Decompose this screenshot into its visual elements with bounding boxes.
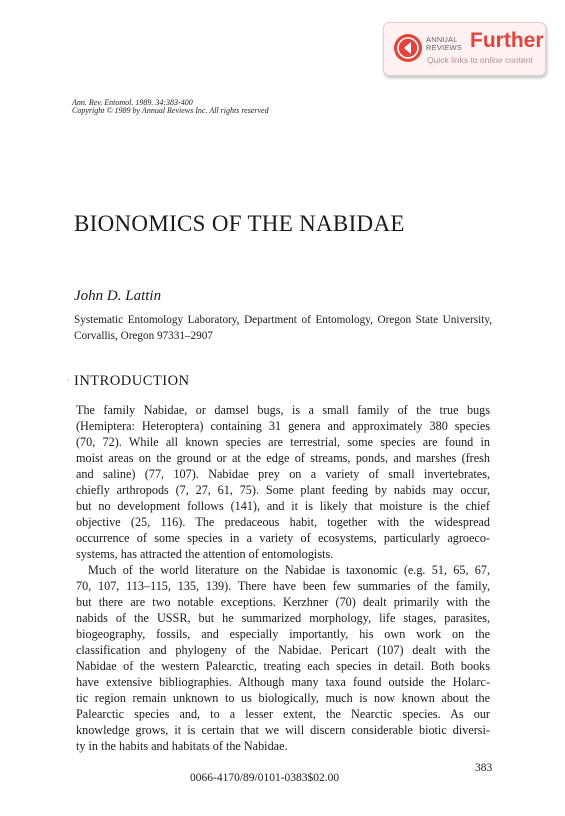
author-affiliation: Systematic Entomology Laboratory, Department of Entomology, Oregon State University, Corvallis, Oregon 97331–2907: [74, 314, 492, 342]
body-line: Palearctic species and, to a lesser extent, the Nearctic species. As our: [76, 707, 490, 721]
body-line: 70, 107, 113–115, 135, 139). There have been few summaries of the family,: [76, 579, 490, 593]
body-line: have extensive bibliographies. Although many taxa found outside the Holarc-: [76, 675, 490, 689]
body-line: but no development follows (141), and it is likely that moisture is the chief: [76, 499, 490, 513]
body-line: ty in the habits and habitats of the Nabidae.: [76, 739, 288, 753]
play-arrow-icon: [393, 33, 423, 63]
body-line: (Hemiptera: Heteroptera) containing 31 genera and approximately 380 species: [76, 419, 490, 433]
body-line: and saline) (77, 107). Nabidae prey on a variety of small invertebrates,: [76, 467, 490, 481]
body-line: occurrence of some species in a variety of ecosystems, particularly agroeco-: [76, 531, 490, 545]
body-line: knowledge grows, it is certain that we will discern considerable biotic diversi-: [76, 723, 490, 737]
margin-mark: ·: [67, 376, 70, 385]
body-line: moist areas on the ground or at the edge of streams, ponds, and marshes (fresh: [76, 451, 490, 465]
body-line: The family Nabidae, or damsel bugs, is a small family of the true bugs: [76, 403, 490, 417]
body-line: chiefly arthropods (7, 27, 61, 75). Some plant feeding by nabids may occur,: [76, 483, 490, 497]
body-line: biogeography, fossils, and especially importantly, his own work on the: [76, 627, 490, 641]
citation-line-2: Copyright © 1989 by Annual Reviews Inc. All rights reserved: [72, 106, 269, 115]
body-line: nabids of the USSR, but he summarized morphology, life stages, parasites,: [76, 611, 490, 625]
annual-label: ANNUAL: [426, 35, 458, 44]
body-line: Much of the world literature on the Nabidae is taxonomic (e.g. 51, 65, 67,: [88, 563, 490, 577]
body-line: classification and phylogeny of the Nabidae. Pericart (107) dealt with the: [76, 643, 490, 657]
page-number: 383: [475, 762, 493, 774]
further-subtitle[interactable]: Quick links to online content: [427, 55, 533, 65]
citation-line-1: Ann. Rev. Entomol. 1989. 34:383-400: [72, 98, 193, 107]
further-badge[interactable]: [383, 22, 546, 76]
reviews-label: REVIEWS: [426, 43, 462, 52]
body-line: objective (25, 116). The predaceous habit, together with the widespread: [76, 515, 490, 529]
body-line: (70, 72). While all known species are terrestrial, some species are found in: [76, 435, 490, 449]
doi-code: 0066-4170/89/0101-0383$02.00: [190, 772, 340, 784]
article-title: BIONOMICS OF THE NABIDAE: [74, 211, 405, 236]
section-heading: INTRODUCTION: [74, 373, 190, 389]
annual-reviews-label: [426, 36, 462, 52]
body-line: but there are two notable exceptions. Kerzhner (70) dealt primarily with the: [76, 595, 490, 609]
body-line: tic region remain unknown to us biologically, much is now known about the: [76, 691, 490, 705]
further-title[interactable]: Further: [470, 29, 544, 52]
body-line: Nabidae of the western Palearctic, treating each species in detail. Both books: [76, 659, 490, 673]
article-author: John D. Lattin: [74, 288, 162, 304]
body-line: systems, has attracted the attention of entomologists.: [76, 547, 334, 561]
